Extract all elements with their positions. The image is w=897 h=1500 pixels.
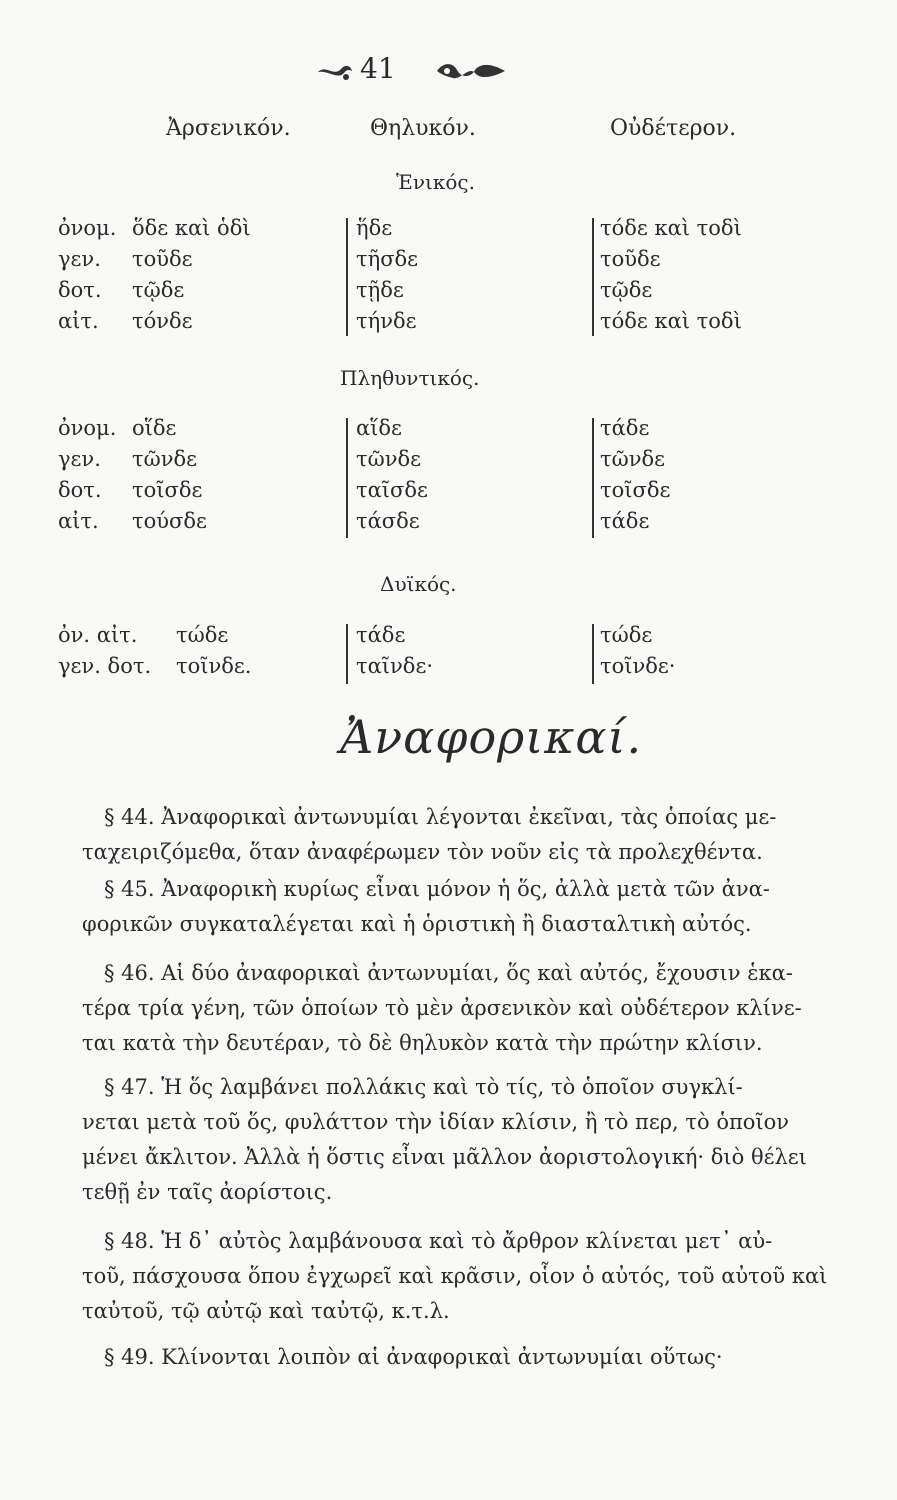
text-line: τεθῇ ἐν ταῖς ἀορίστοις. [82,1180,333,1204]
form-cell: τῶνδε [132,447,198,471]
text-line: μένει ἄκλιτον. Ἀλλὰ ἡ ὅστις εἶναι μᾶλλον ἀοριστολογική· διὸ θέλει [82,1145,807,1169]
column-bracket [346,218,348,336]
form-cell: ἥδε [356,216,393,240]
text-line: § 46. Αἱ δύο ἀναφορικαὶ ἀντωνυμίαι, ὅς καὶ αὐτός, ἔχουσιν ἑκα- [104,961,793,985]
left-ornament-icon [316,58,354,84]
case-label: γεν. δοτ. [58,654,152,678]
plural-masculine-column [132,413,207,537]
text-line: νεται μετὰ τοῦ ὅς, φυλάττον τὴν ἰδίαν κλίσιν, ἢ τὸ περ, τὸ ὁποῖον [82,1110,790,1134]
text-line: § 49. Κλίνονται λοιπὸν αἱ ἀναφορικαὶ ἀντωνυμίαι οὕτως· [104,1345,723,1369]
form-cell: τῶνδε [600,447,666,471]
case-label: ὀνομ. [58,416,117,440]
column-bracket [592,418,594,538]
section-title: Ἀναφορικαί. [340,710,643,764]
singular-feminine-column [356,213,418,337]
column-bracket [346,624,348,684]
text-line: § 44. Ἀναφορικαὶ ἀντωνυμίαι λέγονται ἐκεῖναι, τὰς ὁποίας με- [104,805,777,829]
text-line: φορικῶν συγκαταλέγεται καὶ ἡ ὁριστικὴ ἢ διασταλτικὴ αὐτός. [82,912,752,936]
page-number: 41 [360,52,396,85]
plural-feminine-column [356,413,428,537]
form-cell: τάδε [600,416,650,440]
right-ornament-icon [435,58,507,84]
paragraph-45 [82,872,824,942]
paragraph-44 [82,800,824,870]
form-cell: τοῖνδε· [600,654,676,678]
paragraph-46 [82,956,824,1061]
paragraph-48 [82,1224,828,1329]
column-bracket [592,218,594,336]
form-cell: τῶνδε [356,447,422,471]
form-cell: τώδε [176,623,229,647]
case-label: ὀνομ. [58,216,117,240]
header-feminine: Θηλυκόν. [370,116,476,141]
text-line: τέρα τρία γένη, τῶν ὁποίων τὸ μὲν ἀρσενικὸν καὶ οὐδέτερον κλίνε- [82,996,802,1020]
form-cell: τάδε [356,623,406,647]
form-cell: ταῖνδε· [356,654,433,678]
case-label: δοτ. [58,278,102,302]
column-bracket [346,418,348,538]
text-line: τοῦ, πάσχουσα ὅπου ἐγχωρεῖ καὶ κρᾶσιν, οἷον ὁ αὐτός, τοῦ αὐτοῦ καὶ [82,1264,828,1288]
text-line: ται κατὰ τὴν δευτέραν, τὸ δὲ θηλυκὸν κατὰ τὴν πρώτην κλίσιν. [82,1031,763,1055]
form-cell: αἵδε [356,416,402,440]
singular-cases [58,213,116,337]
dual-masculine-column [176,620,251,682]
text-line: § 47. Ἡ ὅς λαμβάνει πολλάκις καὶ τὸ τίς, τὸ ὁποῖον συγκλί- [104,1075,743,1099]
section-dual: Δυϊκός. [380,572,457,596]
dual-cases [58,620,151,682]
form-cell: τάσδε [356,509,420,533]
form-cell: τῆσδε [356,247,419,271]
text-line: § 48. Ἡ δ᾽ αὐτὸς λαμβάνουσα καὶ τὸ ἄρθρον κλίνεται μετ᾽ αὐ- [104,1229,773,1253]
text-line: § 45. Ἀναφορικὴ κυρίως εἶναι μόνον ἡ ὅς, ἀλλὰ μετὰ τῶν ἀνα- [104,877,770,901]
form-cell: ὅδε καὶ ὁδὶ [132,216,251,240]
column-bracket [592,624,594,684]
form-cell: οἵδε [132,416,177,440]
dual-feminine-column [356,620,433,682]
form-cell: τοῖνδε. [176,654,252,678]
paragraph-47 [82,1070,824,1210]
form-cell: τοῖσδε [132,478,203,502]
singular-neuter-column [600,213,742,337]
dual-neuter-column [600,620,675,682]
plural-cases [58,413,116,537]
header-masculine: Ἀρσενικόν. [166,116,291,141]
case-label: γεν. [58,447,101,471]
form-cell: τοῦδε [600,247,661,271]
form-cell: τῇδε [356,278,404,302]
text-line: ταχειριζόμεθα, ὅταν ἀναφέρωμεν τὸν νοῦν εἰς τὰ προλεχθέντα. [82,840,763,864]
form-cell: τώδε [600,623,653,647]
form-cell: τόδε καὶ τοδὶ [600,216,742,240]
form-cell: τούσδε [132,509,207,533]
form-cell: ταῖσδε [356,478,428,502]
form-cell: τόδε καὶ τοδὶ [600,309,742,333]
form-cell: τήνδε [356,309,417,333]
paragraph-49 [82,1340,824,1375]
case-label: αἰτ. [58,509,99,533]
section-plural: Πληθυντικός. [340,366,480,390]
header-neuter: Οὐδέτερον. [610,116,737,141]
plural-neuter-column [600,413,670,537]
case-label: ὀν. αἰτ. [58,623,138,647]
case-label: γεν. [58,247,101,271]
form-cell: τοῦδε [132,247,193,271]
form-cell: τῷδε [600,278,653,302]
form-cell: τάδε [600,509,650,533]
text-line: ταὐτοῦ, τῷ αὐτῷ καὶ ταὐτῷ, κ.τ.λ. [82,1299,450,1323]
case-label: αἰτ. [58,309,99,333]
form-cell: τόνδε [132,309,193,333]
form-cell: τοῖσδε [600,478,671,502]
singular-masculine-column [132,213,251,337]
form-cell: τῷδε [132,278,185,302]
case-label: δοτ. [58,478,102,502]
section-singular: Ἑνικός. [396,170,475,194]
